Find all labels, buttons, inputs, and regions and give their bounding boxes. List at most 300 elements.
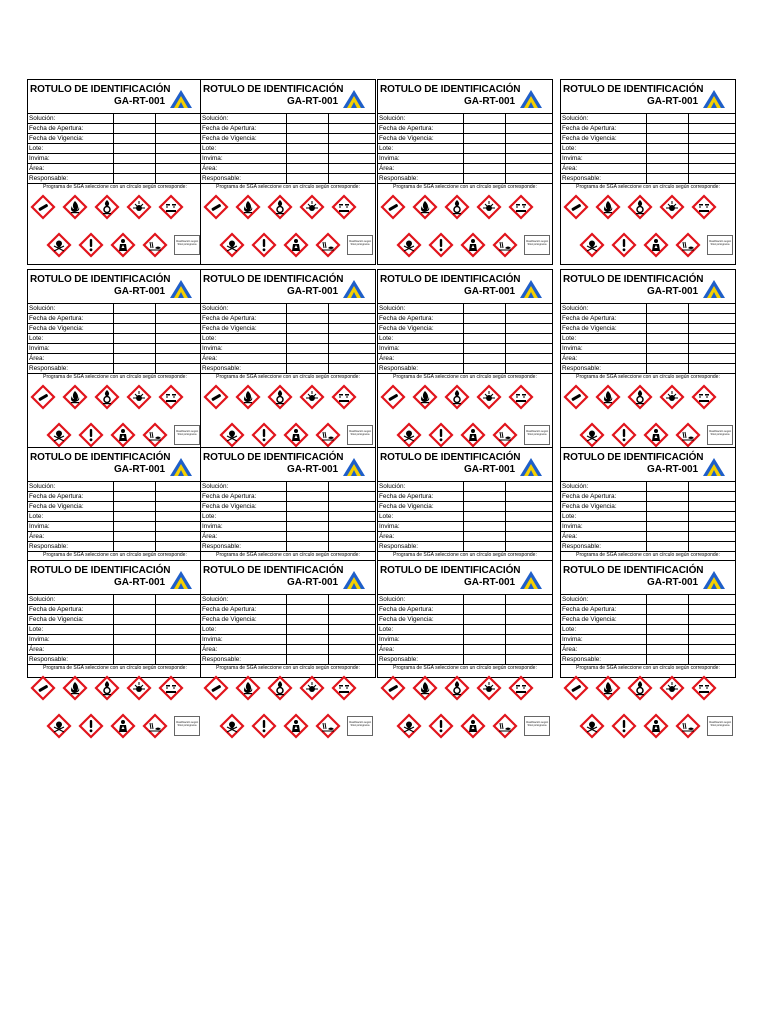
field-value[interactable] xyxy=(464,522,506,531)
field-value-extra[interactable] xyxy=(506,492,552,501)
field-value-extra[interactable] xyxy=(329,334,375,343)
field-value[interactable] xyxy=(647,492,689,501)
field-value[interactable] xyxy=(287,154,329,163)
field-value[interactable] xyxy=(287,134,329,143)
field-value[interactable] xyxy=(114,364,156,373)
field-value[interactable] xyxy=(114,625,156,634)
corrosion-icon[interactable] xyxy=(692,195,716,219)
field-value[interactable] xyxy=(647,655,689,664)
gas-cylinder-icon[interactable] xyxy=(381,195,405,219)
environment-icon[interactable] xyxy=(676,423,700,447)
field-value-extra[interactable] xyxy=(506,314,552,323)
field-value-extra[interactable] xyxy=(506,595,552,604)
environment-icon[interactable] xyxy=(316,423,340,447)
field-value-extra[interactable] xyxy=(506,625,552,634)
field-value-extra[interactable] xyxy=(156,134,202,143)
field-value-extra[interactable] xyxy=(689,492,735,501)
flame-over-circle-icon[interactable] xyxy=(95,195,119,219)
field-value-extra[interactable] xyxy=(689,344,735,353)
field-value-extra[interactable] xyxy=(689,114,735,123)
environment-icon[interactable] xyxy=(316,233,340,257)
corrosion-icon[interactable] xyxy=(509,195,533,219)
gas-cylinder-icon[interactable] xyxy=(381,385,405,409)
field-value[interactable] xyxy=(647,314,689,323)
skull-crossbones-icon[interactable] xyxy=(580,423,604,447)
environment-icon[interactable] xyxy=(493,423,517,447)
flame-icon[interactable] xyxy=(413,676,437,700)
field-value[interactable] xyxy=(464,174,506,183)
field-value-extra[interactable] xyxy=(506,532,552,541)
flame-over-circle-icon[interactable] xyxy=(628,676,652,700)
field-value-extra[interactable] xyxy=(689,364,735,373)
field-value[interactable] xyxy=(287,512,329,521)
flame-icon[interactable] xyxy=(236,195,260,219)
field-value-extra[interactable] xyxy=(329,144,375,153)
field-value[interactable] xyxy=(464,354,506,363)
field-value-extra[interactable] xyxy=(329,164,375,173)
field-value[interactable] xyxy=(464,655,506,664)
field-value[interactable] xyxy=(287,635,329,644)
field-value[interactable] xyxy=(287,124,329,133)
field-value-extra[interactable] xyxy=(689,482,735,491)
flame-over-circle-icon[interactable] xyxy=(95,385,119,409)
field-value[interactable] xyxy=(464,344,506,353)
field-value[interactable] xyxy=(647,304,689,313)
field-value-extra[interactable] xyxy=(506,324,552,333)
field-value-extra[interactable] xyxy=(506,334,552,343)
exclamation-icon[interactable] xyxy=(252,233,276,257)
health-hazard-icon[interactable] xyxy=(111,233,135,257)
field-value[interactable] xyxy=(287,492,329,501)
field-value[interactable] xyxy=(647,124,689,133)
exclamation-icon[interactable] xyxy=(612,233,636,257)
skull-crossbones-icon[interactable] xyxy=(397,233,421,257)
explosive-icon[interactable] xyxy=(477,385,501,409)
field-value-extra[interactable] xyxy=(156,354,202,363)
exclamation-icon[interactable] xyxy=(429,233,453,257)
explosive-icon[interactable] xyxy=(127,385,151,409)
field-value-extra[interactable] xyxy=(156,304,202,313)
field-value-extra[interactable] xyxy=(689,174,735,183)
field-value-extra[interactable] xyxy=(506,304,552,313)
field-value[interactable] xyxy=(464,595,506,604)
field-value-extra[interactable] xyxy=(689,124,735,133)
field-value[interactable] xyxy=(287,164,329,173)
flame-icon[interactable] xyxy=(413,385,437,409)
exclamation-icon[interactable] xyxy=(612,423,636,447)
field-value-extra[interactable] xyxy=(689,625,735,634)
field-value-extra[interactable] xyxy=(506,354,552,363)
field-value[interactable] xyxy=(464,134,506,143)
flame-icon[interactable] xyxy=(596,676,620,700)
field-value[interactable] xyxy=(114,492,156,501)
field-value-extra[interactable] xyxy=(156,502,202,511)
field-value[interactable] xyxy=(464,304,506,313)
field-value[interactable] xyxy=(114,645,156,654)
gas-cylinder-icon[interactable] xyxy=(564,195,588,219)
exclamation-icon[interactable] xyxy=(79,423,103,447)
field-value[interactable] xyxy=(114,615,156,624)
corrosion-icon[interactable] xyxy=(692,676,716,700)
field-value-extra[interactable] xyxy=(329,344,375,353)
field-value[interactable] xyxy=(114,344,156,353)
field-value-extra[interactable] xyxy=(689,334,735,343)
field-value-extra[interactable] xyxy=(689,645,735,654)
field-value-extra[interactable] xyxy=(329,522,375,531)
field-value-extra[interactable] xyxy=(329,482,375,491)
field-value[interactable] xyxy=(647,502,689,511)
skull-crossbones-icon[interactable] xyxy=(397,714,421,738)
field-value-extra[interactable] xyxy=(689,502,735,511)
field-value-extra[interactable] xyxy=(156,615,202,624)
field-value[interactable] xyxy=(464,334,506,343)
field-value[interactable] xyxy=(287,354,329,363)
flame-icon[interactable] xyxy=(63,195,87,219)
field-value[interactable] xyxy=(287,304,329,313)
exclamation-icon[interactable] xyxy=(79,233,103,257)
field-value-extra[interactable] xyxy=(156,144,202,153)
explosive-icon[interactable] xyxy=(477,676,501,700)
field-value-extra[interactable] xyxy=(329,635,375,644)
field-value[interactable] xyxy=(114,304,156,313)
field-value-extra[interactable] xyxy=(156,655,202,664)
field-value-extra[interactable] xyxy=(156,512,202,521)
skull-crossbones-icon[interactable] xyxy=(580,714,604,738)
explosive-icon[interactable] xyxy=(300,385,324,409)
field-value[interactable] xyxy=(647,645,689,654)
field-value-extra[interactable] xyxy=(156,154,202,163)
field-value[interactable] xyxy=(464,364,506,373)
gas-cylinder-icon[interactable] xyxy=(564,676,588,700)
environment-icon[interactable] xyxy=(676,233,700,257)
field-value[interactable] xyxy=(287,174,329,183)
skull-crossbones-icon[interactable] xyxy=(47,423,71,447)
field-value-extra[interactable] xyxy=(329,532,375,541)
field-value-extra[interactable] xyxy=(506,144,552,153)
field-value-extra[interactable] xyxy=(329,304,375,313)
health-hazard-icon[interactable] xyxy=(644,714,668,738)
field-value-extra[interactable] xyxy=(689,615,735,624)
field-value[interactable] xyxy=(464,615,506,624)
field-value-extra[interactable] xyxy=(156,482,202,491)
field-value-extra[interactable] xyxy=(156,492,202,501)
corrosion-icon[interactable] xyxy=(332,195,356,219)
field-value-extra[interactable] xyxy=(506,615,552,624)
flame-over-circle-icon[interactable] xyxy=(268,385,292,409)
field-value[interactable] xyxy=(647,532,689,541)
field-value[interactable] xyxy=(647,615,689,624)
corrosion-icon[interactable] xyxy=(509,385,533,409)
field-value[interactable] xyxy=(114,114,156,123)
field-value[interactable] xyxy=(114,542,156,551)
health-hazard-icon[interactable] xyxy=(461,714,485,738)
gas-cylinder-icon[interactable] xyxy=(31,385,55,409)
environment-icon[interactable] xyxy=(316,714,340,738)
exclamation-icon[interactable] xyxy=(252,714,276,738)
exclamation-icon[interactable] xyxy=(79,714,103,738)
field-value-extra[interactable] xyxy=(506,364,552,373)
environment-icon[interactable] xyxy=(676,714,700,738)
field-value-extra[interactable] xyxy=(329,542,375,551)
field-value[interactable] xyxy=(464,154,506,163)
field-value[interactable] xyxy=(464,625,506,634)
field-value[interactable] xyxy=(287,482,329,491)
health-hazard-icon[interactable] xyxy=(461,423,485,447)
field-value[interactable] xyxy=(647,482,689,491)
field-value[interactable] xyxy=(114,522,156,531)
corrosion-icon[interactable] xyxy=(159,195,183,219)
field-value-extra[interactable] xyxy=(506,124,552,133)
field-value[interactable] xyxy=(287,324,329,333)
field-value[interactable] xyxy=(464,502,506,511)
corrosion-icon[interactable] xyxy=(332,385,356,409)
field-value-extra[interactable] xyxy=(329,324,375,333)
field-value[interactable] xyxy=(464,314,506,323)
field-value-extra[interactable] xyxy=(506,154,552,163)
field-value[interactable] xyxy=(114,124,156,133)
field-value[interactable] xyxy=(464,512,506,521)
field-value-extra[interactable] xyxy=(506,542,552,551)
field-value-extra[interactable] xyxy=(156,114,202,123)
exclamation-icon[interactable] xyxy=(429,714,453,738)
field-value-extra[interactable] xyxy=(689,134,735,143)
gas-cylinder-icon[interactable] xyxy=(204,676,228,700)
corrosion-icon[interactable] xyxy=(159,385,183,409)
field-value-extra[interactable] xyxy=(506,164,552,173)
field-value-extra[interactable] xyxy=(506,502,552,511)
field-value-extra[interactable] xyxy=(506,482,552,491)
health-hazard-icon[interactable] xyxy=(461,233,485,257)
exclamation-icon[interactable] xyxy=(612,714,636,738)
field-value-extra[interactable] xyxy=(689,144,735,153)
skull-crossbones-icon[interactable] xyxy=(220,423,244,447)
explosive-icon[interactable] xyxy=(477,195,501,219)
field-value[interactable] xyxy=(114,144,156,153)
field-value[interactable] xyxy=(464,532,506,541)
field-value[interactable] xyxy=(647,334,689,343)
environment-icon[interactable] xyxy=(493,714,517,738)
gas-cylinder-icon[interactable] xyxy=(204,385,228,409)
field-value[interactable] xyxy=(287,502,329,511)
field-value[interactable] xyxy=(647,114,689,123)
field-value-extra[interactable] xyxy=(689,512,735,521)
field-value[interactable] xyxy=(647,344,689,353)
field-value[interactable] xyxy=(114,512,156,521)
field-value[interactable] xyxy=(647,154,689,163)
flame-over-circle-icon[interactable] xyxy=(628,385,652,409)
field-value-extra[interactable] xyxy=(506,512,552,521)
explosive-icon[interactable] xyxy=(660,195,684,219)
field-value-extra[interactable] xyxy=(506,344,552,353)
health-hazard-icon[interactable] xyxy=(284,423,308,447)
field-value[interactable] xyxy=(647,595,689,604)
field-value-extra[interactable] xyxy=(329,615,375,624)
field-value[interactable] xyxy=(647,324,689,333)
field-value-extra[interactable] xyxy=(689,635,735,644)
field-value-extra[interactable] xyxy=(329,124,375,133)
skull-crossbones-icon[interactable] xyxy=(220,714,244,738)
field-value[interactable] xyxy=(287,334,329,343)
field-value-extra[interactable] xyxy=(506,174,552,183)
field-value-extra[interactable] xyxy=(329,134,375,143)
field-value[interactable] xyxy=(647,354,689,363)
corrosion-icon[interactable] xyxy=(692,385,716,409)
field-value[interactable] xyxy=(287,595,329,604)
field-value-extra[interactable] xyxy=(329,655,375,664)
gas-cylinder-icon[interactable] xyxy=(204,195,228,219)
field-value-extra[interactable] xyxy=(689,542,735,551)
field-value-extra[interactable] xyxy=(156,532,202,541)
field-value[interactable] xyxy=(647,635,689,644)
flame-over-circle-icon[interactable] xyxy=(445,676,469,700)
field-value[interactable] xyxy=(464,492,506,501)
flame-over-circle-icon[interactable] xyxy=(445,385,469,409)
field-value-extra[interactable] xyxy=(506,635,552,644)
field-value-extra[interactable] xyxy=(156,605,202,614)
field-value[interactable] xyxy=(114,482,156,491)
field-value-extra[interactable] xyxy=(329,645,375,654)
field-value-extra[interactable] xyxy=(329,174,375,183)
exclamation-icon[interactable] xyxy=(429,423,453,447)
field-value[interactable] xyxy=(647,364,689,373)
field-value-extra[interactable] xyxy=(506,114,552,123)
field-value[interactable] xyxy=(287,144,329,153)
field-value-extra[interactable] xyxy=(329,314,375,323)
field-value[interactable] xyxy=(114,635,156,644)
field-value-extra[interactable] xyxy=(156,324,202,333)
gas-cylinder-icon[interactable] xyxy=(31,676,55,700)
field-value-extra[interactable] xyxy=(506,134,552,143)
field-value[interactable] xyxy=(114,605,156,614)
skull-crossbones-icon[interactable] xyxy=(580,233,604,257)
explosive-icon[interactable] xyxy=(300,195,324,219)
health-hazard-icon[interactable] xyxy=(284,714,308,738)
field-value[interactable] xyxy=(114,502,156,511)
skull-crossbones-icon[interactable] xyxy=(47,714,71,738)
field-value[interactable] xyxy=(464,124,506,133)
explosive-icon[interactable] xyxy=(127,676,151,700)
field-value-extra[interactable] xyxy=(156,522,202,531)
field-value[interactable] xyxy=(647,174,689,183)
environment-icon[interactable] xyxy=(493,233,517,257)
field-value[interactable] xyxy=(647,522,689,531)
field-value[interactable] xyxy=(464,605,506,614)
flame-icon[interactable] xyxy=(596,385,620,409)
field-value[interactable] xyxy=(114,164,156,173)
skull-crossbones-icon[interactable] xyxy=(397,423,421,447)
health-hazard-icon[interactable] xyxy=(111,423,135,447)
field-value[interactable] xyxy=(647,542,689,551)
health-hazard-icon[interactable] xyxy=(644,423,668,447)
skull-crossbones-icon[interactable] xyxy=(47,233,71,257)
field-value[interactable] xyxy=(464,645,506,654)
corrosion-icon[interactable] xyxy=(332,676,356,700)
gas-cylinder-icon[interactable] xyxy=(564,385,588,409)
field-value-extra[interactable] xyxy=(329,492,375,501)
field-value-extra[interactable] xyxy=(156,542,202,551)
field-value[interactable] xyxy=(287,314,329,323)
field-value-extra[interactable] xyxy=(689,532,735,541)
field-value-extra[interactable] xyxy=(329,114,375,123)
field-value[interactable] xyxy=(287,344,329,353)
field-value-extra[interactable] xyxy=(689,154,735,163)
field-value-extra[interactable] xyxy=(689,304,735,313)
field-value-extra[interactable] xyxy=(689,354,735,363)
field-value[interactable] xyxy=(647,144,689,153)
field-value-extra[interactable] xyxy=(689,324,735,333)
field-value[interactable] xyxy=(647,164,689,173)
flame-over-circle-icon[interactable] xyxy=(628,195,652,219)
field-value-extra[interactable] xyxy=(689,522,735,531)
gas-cylinder-icon[interactable] xyxy=(31,195,55,219)
field-value-extra[interactable] xyxy=(156,124,202,133)
field-value[interactable] xyxy=(114,655,156,664)
flame-icon[interactable] xyxy=(236,676,260,700)
field-value[interactable] xyxy=(114,354,156,363)
field-value-extra[interactable] xyxy=(156,645,202,654)
field-value[interactable] xyxy=(287,522,329,531)
field-value[interactable] xyxy=(287,655,329,664)
flame-over-circle-icon[interactable] xyxy=(95,676,119,700)
field-value-extra[interactable] xyxy=(506,645,552,654)
field-value[interactable] xyxy=(114,314,156,323)
field-value-extra[interactable] xyxy=(329,595,375,604)
field-value[interactable] xyxy=(114,174,156,183)
field-value-extra[interactable] xyxy=(156,344,202,353)
explosive-icon[interactable] xyxy=(660,676,684,700)
field-value-extra[interactable] xyxy=(156,314,202,323)
field-value-extra[interactable] xyxy=(506,522,552,531)
field-value-extra[interactable] xyxy=(329,625,375,634)
field-value-extra[interactable] xyxy=(156,635,202,644)
field-value-extra[interactable] xyxy=(689,655,735,664)
field-value[interactable] xyxy=(287,114,329,123)
field-value[interactable] xyxy=(114,532,156,541)
flame-icon[interactable] xyxy=(413,195,437,219)
explosive-icon[interactable] xyxy=(300,676,324,700)
field-value-extra[interactable] xyxy=(506,655,552,664)
flame-icon[interactable] xyxy=(596,195,620,219)
field-value[interactable] xyxy=(287,615,329,624)
field-value[interactable] xyxy=(114,154,156,163)
explosive-icon[interactable] xyxy=(127,195,151,219)
field-value[interactable] xyxy=(647,512,689,521)
field-value[interactable] xyxy=(114,334,156,343)
field-value[interactable] xyxy=(287,645,329,654)
skull-crossbones-icon[interactable] xyxy=(220,233,244,257)
field-value[interactable] xyxy=(464,164,506,173)
field-value-extra[interactable] xyxy=(156,164,202,173)
field-value[interactable] xyxy=(287,542,329,551)
field-value-extra[interactable] xyxy=(689,164,735,173)
field-value-extra[interactable] xyxy=(329,354,375,363)
flame-over-circle-icon[interactable] xyxy=(268,676,292,700)
field-value[interactable] xyxy=(287,532,329,541)
field-value-extra[interactable] xyxy=(329,512,375,521)
flame-icon[interactable] xyxy=(63,385,87,409)
field-value[interactable] xyxy=(647,605,689,614)
field-value-extra[interactable] xyxy=(329,364,375,373)
field-value-extra[interactable] xyxy=(689,605,735,614)
field-value[interactable] xyxy=(114,595,156,604)
field-value[interactable] xyxy=(464,144,506,153)
field-value-extra[interactable] xyxy=(506,605,552,614)
environment-icon[interactable] xyxy=(143,423,167,447)
health-hazard-icon[interactable] xyxy=(644,233,668,257)
flame-over-circle-icon[interactable] xyxy=(268,195,292,219)
flame-icon[interactable] xyxy=(236,385,260,409)
field-value[interactable] xyxy=(287,605,329,614)
